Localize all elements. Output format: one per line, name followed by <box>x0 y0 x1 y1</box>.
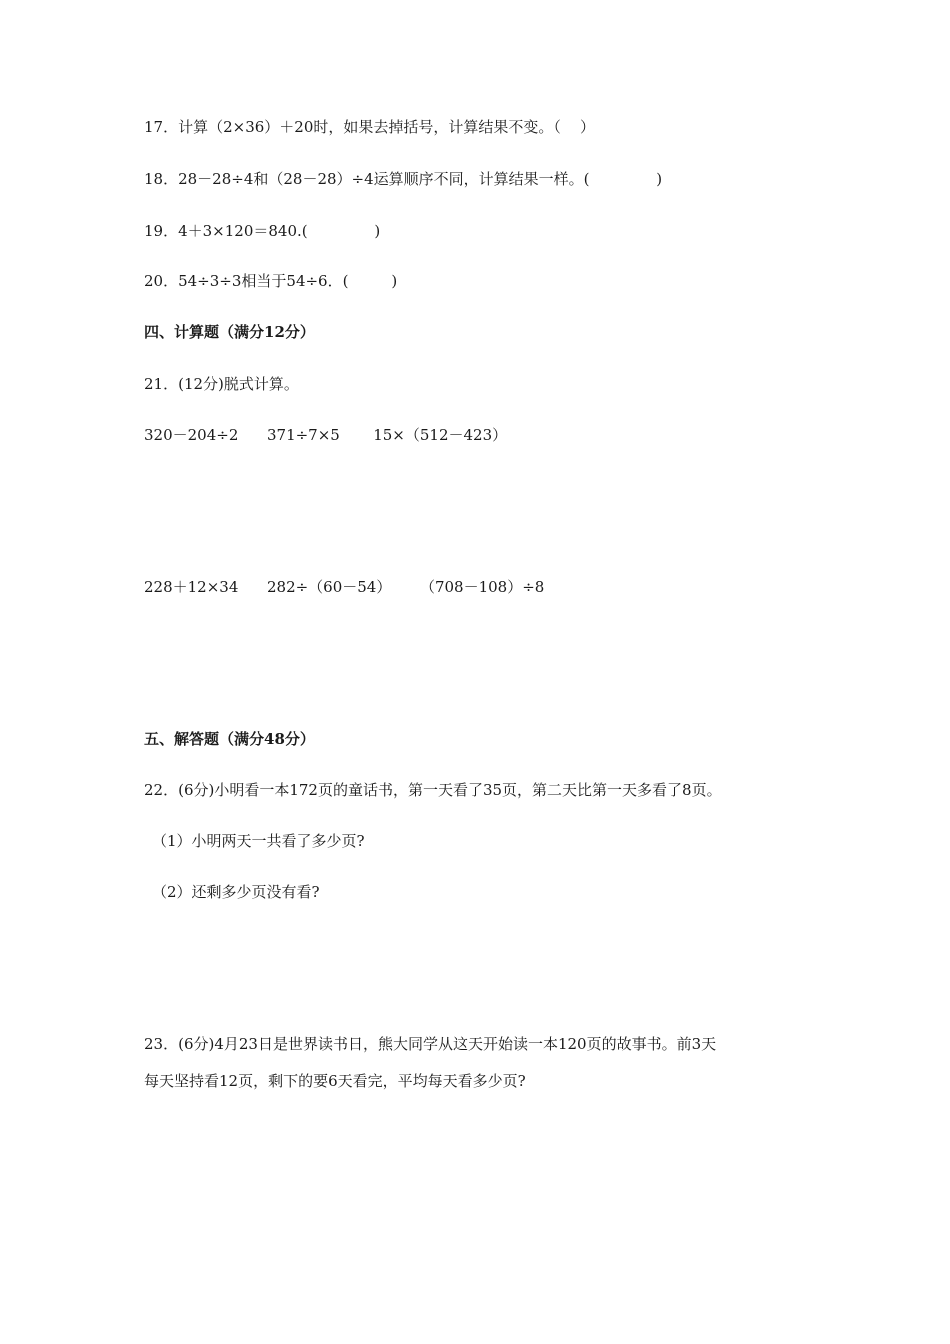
question-23-line-1: 23．(6分)4月23日是世界读书日，熊大同学从这天开始读一本120页的故事书。前3天 <box>144 1035 717 1053</box>
question-23-line-2: 每天坚持看12页，剩下的要6天看完，平均每天看多少页? <box>144 1072 526 1090</box>
question-19: 19．4＋3×120＝840.( ) <box>144 222 381 240</box>
question-22-part-1: （1）小明两天一共看了多少页? <box>152 832 365 850</box>
section-5-heading: 五、解答题（满分48分） <box>144 730 315 748</box>
question-21: 21．(12分)脱式计算。 <box>144 375 299 393</box>
question-22: 22．(6分)小明看一本172页的童话书，第一天看了35页，第二天比第一天多看了8页。 <box>144 781 722 799</box>
question-17: 17．计算（2×36）＋20时，如果去掉括号，计算结果不变。（ ） <box>144 118 595 136</box>
question-18: 18．28－28÷4和（28－28）÷4运算顺序不同，计算结果一样。( ) <box>144 170 663 188</box>
calc-row-1: 320－204÷2 371÷7×5 15×（512－423） <box>144 426 508 444</box>
question-22-part-2: （2）还剩多少页没有看? <box>152 883 320 901</box>
calc-row-2: 228＋12×34 282÷（60－54） （708－108）÷8 <box>144 578 545 596</box>
section-4-heading: 四、计算题（满分12分） <box>144 323 315 341</box>
question-20: 20．54÷3÷3相当于54÷6．( ) <box>144 272 398 290</box>
